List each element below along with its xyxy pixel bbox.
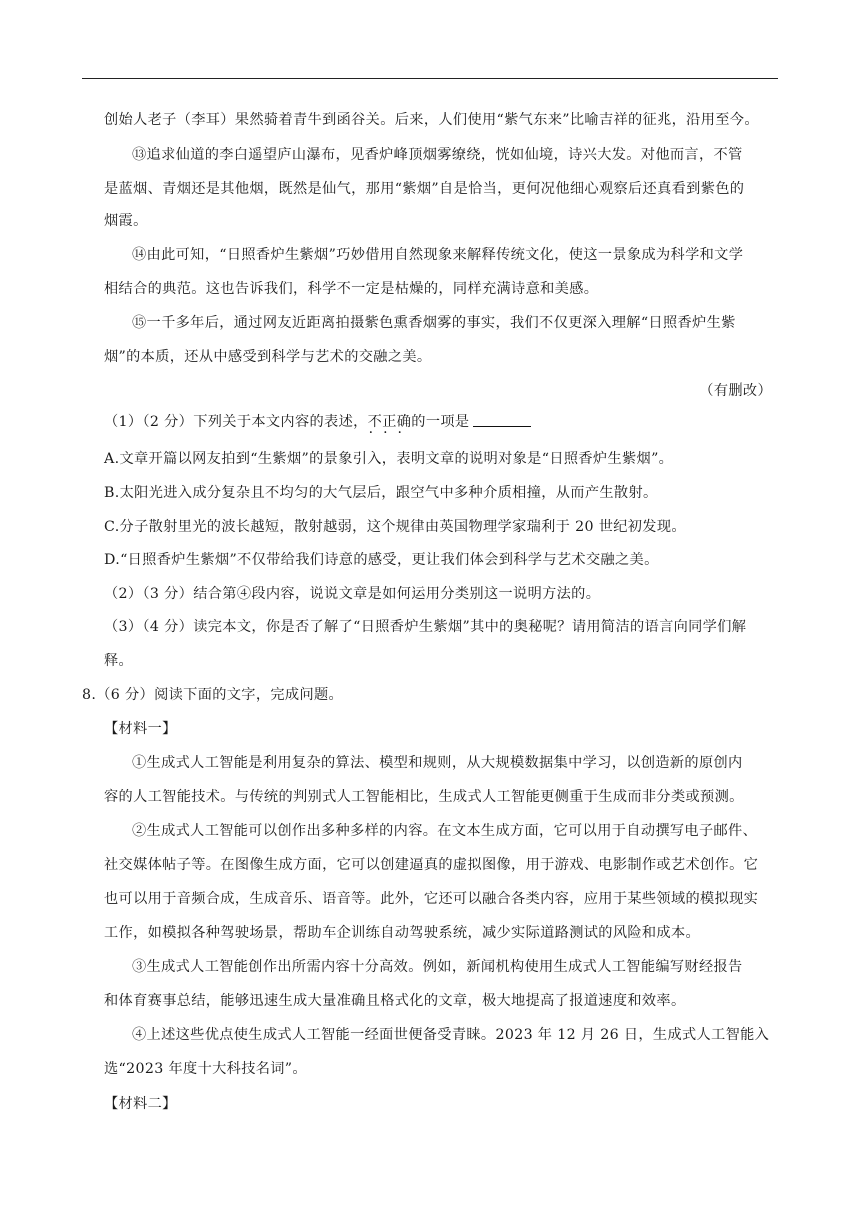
option-c: C.分子散射里光的波长越短，散射越弱，这个规律由英国物理学家瑞利于 20 世纪初发现。: [104, 519, 686, 535]
material-1-paragraph-2: 工作，如模拟各种驾驶场景，帮助车企训练自动驾驶系统，减少实际道路测试的风险和成本。: [104, 925, 701, 941]
paragraph-15-line: 烟”的本质，还从中感受到科学与艺术的交融之美。: [104, 349, 432, 365]
paragraph-13-line: ⑬追求仙道的李白遥望庐山瀑布，见香炉峰顶烟雾缭绕，恍如仙境，诗兴大发。对他而言，不管: [132, 147, 743, 163]
material-1-paragraph-3: ③生成式人工智能创作出所需内容十分高效。例如，新闻机构使用生成式人工智能编写财经报告: [132, 959, 743, 975]
paragraph-15-line: ⑮一千多年后，通过网友近距离拍摄紫色熏香烟雾的事实，我们不仅更深入理解“日照香炉生紫: [132, 315, 736, 331]
material-1-paragraph-2: 也可以用于音频合成，生成音乐、语音等。此外，它还可以融合各类内容，应用于某些领域的模拟现实: [104, 891, 759, 907]
text-line: 创始人老子（李耳）果然骑着青牛到函谷关。后来，人们使用“紫气东来”比喻吉祥的征兆，沿用至今。: [104, 112, 759, 128]
material-1-paragraph-3: 和体育赛事总结，能够迅速生成大量准确且格式化的文章，极大地提高了报道速度和效率。: [104, 993, 686, 1009]
material-1-paragraph-2: ②生成式人工智能可以创作出多种多样的内容。在文本生成方面，它可以用于自动撰写电子邮件、: [132, 823, 758, 839]
material-1-heading: 【材料一】: [104, 721, 177, 737]
material-1-paragraph-4: ④上述这些优点使生成式人工智能一经面世便备受青睐。2023 年 12 月 26 日，生成式人工智能入: [132, 1027, 770, 1043]
question-2: （2）（3 分）结合第④段内容，说说文章是如何运用分类别这一说明方法的。: [104, 586, 601, 602]
option-a: A.文章开篇以网友拍到“生紫烟”的景象引入，表明文章的说明对象是“日照香炉生紫烟”。: [104, 451, 674, 467]
emphasis-not-correct: 不正确 · · ·: [368, 414, 412, 430]
material-1-paragraph-1: ①生成式人工智能是利用复杂的算法、模型和规则，从大规模数据集中学习，以创造新的原创内: [132, 755, 743, 771]
material-2-heading: 【材料二】: [104, 1096, 177, 1112]
option-b: B.太阳光进入成分复杂且不均匀的大气层后，跟空气中多种介质相撞，从而产生散射。: [104, 485, 658, 501]
question-3-line: （3）（4 分）读完本文，你是否了解了“日照香炉生紫烟”其中的奥秘呢？请用简洁的语言向同学们解: [104, 619, 747, 635]
material-1-paragraph-2: 社交媒体帖子等。在图像生成方面，它可以创建逼真的虚拟图像，用于游戏、电影制作或艺术创作。它: [104, 857, 759, 873]
paragraph-14-line: ⑭由此可知，“日照香炉生紫烟”巧妙借用自然现象来解释传统文化，使这一景象成为科学和文学: [132, 247, 744, 263]
question-1: [104, 412, 531, 432]
material-1-paragraph-1: 容的人工智能技术。与传统的判别式人工智能相比，生成式人工智能更侧重于生成而非分类或预测。: [104, 789, 744, 805]
material-1-paragraph-4: 选“2023 年度十大科技名词”。: [104, 1061, 307, 1077]
question-1-suffix: 的一项是: [411, 414, 470, 430]
question-1-prefix: （1）（2 分）下列关于本文内容的表述，: [104, 414, 368, 430]
question-3-line: 释。: [104, 653, 134, 669]
paragraph-14-line: 相结合的典范。这也告诉我们，科学不一定是枯燥的，同样充满诗意和美感。: [104, 281, 599, 297]
paragraph-13-line: 是蓝烟、青烟还是其他烟，既然是仙气，那用“紫烟”自是恰当，更何况他细心观察后还真看到紫色的: [104, 181, 745, 197]
paragraph-13-line: 烟霞。: [104, 213, 148, 229]
answer-blank[interactable]: [473, 412, 531, 427]
header-rule: [82, 78, 778, 79]
option-d: D.“日照香炉生紫烟”不仅带给我们诗意的感受，更让我们体会到科学与艺术交融之美。: [104, 552, 659, 568]
revision-note: （有删改）: [699, 383, 772, 399]
question-8: 8.（6 分）阅读下面的文字，完成问题。: [82, 687, 344, 703]
